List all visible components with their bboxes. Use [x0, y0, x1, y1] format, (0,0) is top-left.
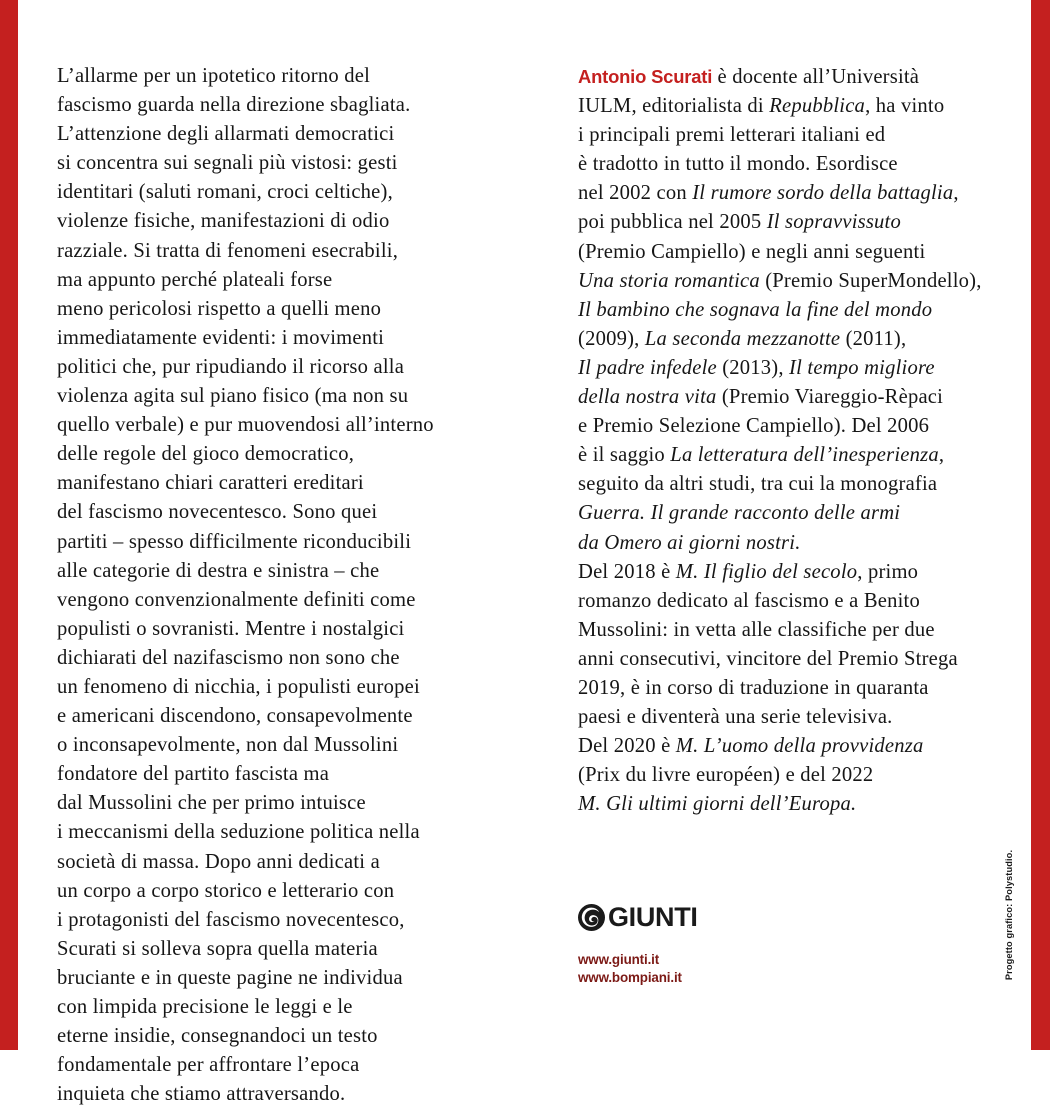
blurb-line: i meccanismi della seduzione politica nella [57, 821, 420, 844]
bio-line: e Premio Selezione Campiello). Del 2006 [578, 415, 930, 438]
bio-line: (Prix du livre européen) e del 2022 [578, 764, 874, 787]
blurb-line: dal Mussolini che per primo intuisce [57, 792, 366, 815]
bio-line: seguito da altri studi, tra cui la monografia [578, 473, 938, 496]
bio-line: Del 2020 è M. L’uomo della provvidenza [578, 735, 924, 758]
blurb-line: fascismo guarda nella direzione sbagliata. [57, 94, 411, 117]
blurb-line: con limpida precisione le leggi e le [57, 996, 353, 1018]
blurb-line: i protagonisti del fascismo novecentesco, [57, 908, 405, 931]
blurb-line: o inconsapevolmente, non dal Mussolini [57, 734, 399, 757]
giunti-wordmark: GIUNTI [608, 901, 698, 932]
blurb-line: razziale. Si tratta di fenomeni esecrabili, [57, 239, 399, 262]
top-white-sliver [18, 0, 1031, 3]
blurb-line: del fascismo novecentesco. Sono quei [57, 501, 378, 524]
blurb-line: L’attenzione degli allarmati democratici [57, 123, 395, 146]
blurb-line: si concentra sui segnali più vistosi: gesti [57, 152, 398, 175]
blurb-line: manifestano chiari caratteri ereditari [57, 472, 364, 495]
publisher-block [578, 902, 838, 986]
bio-line: 2019, è in corso di traduzione in quaranta [578, 676, 929, 699]
right-red-edge-bar [1031, 0, 1050, 1050]
blurb-line: inquieta che stiamo attraversando. [57, 1083, 346, 1106]
bio-line: (Premio Campiello) e negli anni seguenti [578, 240, 926, 263]
bio-line: Mussolini: in vetta alle classifiche per due [578, 618, 935, 641]
blurb-column [57, 62, 477, 1109]
blurb-line: dichiarati del nazifascismo non sono che [57, 646, 400, 669]
giunti-spiral-g-icon [578, 904, 605, 931]
bio-line: poi pubblica nel 2005 Il sopravvissuto [578, 211, 901, 234]
design-credit-text: Progetto grafico: Polystudio. [1004, 849, 1014, 981]
blurb-line: partiti – spesso difficilmente riconducibili [57, 530, 412, 553]
bio-line: M. Gli ultimi giorni dell’Europa. [578, 793, 857, 816]
blurb-line: populisti o sovranisti. Mentre i nostalgici [57, 617, 405, 640]
bio-line: i principali premi letterari italiani ed [578, 124, 886, 147]
bio-line: Una storia romantica (Premio SuperMondello), [578, 269, 982, 292]
bio-line: è tradotto in tutto il mondo. Esordisce [578, 153, 898, 176]
blurb-line: Scurati si solleva sopra quella materia [57, 937, 378, 960]
bio-line: da Omero ai giorni nostri. [578, 531, 801, 554]
blurb-line: identitari (saluti romani, croci celtiche), [57, 181, 393, 204]
bio-line: Del 2018 è M. Il figlio del secolo, primo [578, 560, 919, 583]
blurb-line: e americani discendono, consapevolmente [57, 705, 413, 728]
blurb-line: bruciante e in queste pagine ne individua [57, 966, 403, 989]
bio-line: Il bambino che sognava la fine del mondo [578, 298, 933, 321]
left-red-edge-bar [0, 0, 18, 1050]
giunti-logo [578, 902, 838, 932]
blurb-line: L’allarme per un ipotetico ritorno del [57, 65, 371, 87]
bio-line: (2009), La seconda mezzanotte (2011), [578, 327, 907, 350]
design-credit [1000, 840, 1018, 990]
blurb-line: politici che, pur ripudiando il ricorso alla [57, 355, 405, 378]
bio-line: nel 2002 con Il rumore sordo della battaglia, [578, 182, 959, 205]
blurb-line: delle regole del gioco democratico, [57, 443, 355, 466]
bio-line: Antonio Scurati è docente all’Università [578, 66, 920, 88]
blurb-line: meno pericolosi rispetto a quelli meno [57, 297, 382, 320]
url-bompiani[interactable]: www.bompiani.it [578, 969, 682, 985]
blurb-line: vengono convenzionalmente definiti come [57, 588, 416, 611]
blurb-line: ma appunto perché plateali forse [57, 268, 333, 291]
blurb-line: alle categorie di destra e sinistra – che [57, 559, 380, 582]
bio-line: Guerra. Il grande racconto delle armi [578, 502, 901, 525]
blurb-line: società di massa. Dopo anni dedicati a [57, 850, 380, 873]
bio-line: Il padre infedele (2013), Il tempo migliore [578, 356, 935, 379]
bio-line: della nostra vita (Premio Viareggio-Rèpaci [578, 386, 944, 409]
blurb-line: immediatamente evidenti: i movimenti [57, 326, 385, 349]
blurb-line: violenza agita sul piano fisico (ma non su [57, 385, 409, 408]
blurb-line: un fenomeno di nicchia, i populisti europei [57, 675, 420, 698]
bio-line: IULM, editorialista di Repubblica, ha vinto [578, 95, 945, 118]
blurb-line: un corpo a corpo storico e letterario con [57, 879, 395, 902]
blurb-line: eterne insidie, consegnandoci un testo [57, 1025, 378, 1048]
blurb-line: quello verbale) e pur muovendosi all’interno [57, 414, 434, 437]
publisher-urls [578, 951, 838, 986]
url-giunti[interactable]: www.giunti.it [578, 952, 660, 967]
blurb-line: fondamentale per affrontare l’epoca [57, 1054, 360, 1077]
blurb-line: fondatore del partito fascista ma [57, 763, 330, 786]
bio-line: paesi e diventerà una serie televisiva. [578, 706, 893, 729]
author-bio-column [578, 62, 1003, 819]
bio-line: anni consecutivi, vincitore del Premio Strega [578, 647, 958, 670]
bio-line: romanzo dedicato al fascismo e a Benito [578, 589, 920, 612]
blurb-line: violenze fisiche, manifestazioni di odio [57, 210, 390, 233]
bio-line: è il saggio La letteratura dell’inesperienza, [578, 444, 945, 467]
